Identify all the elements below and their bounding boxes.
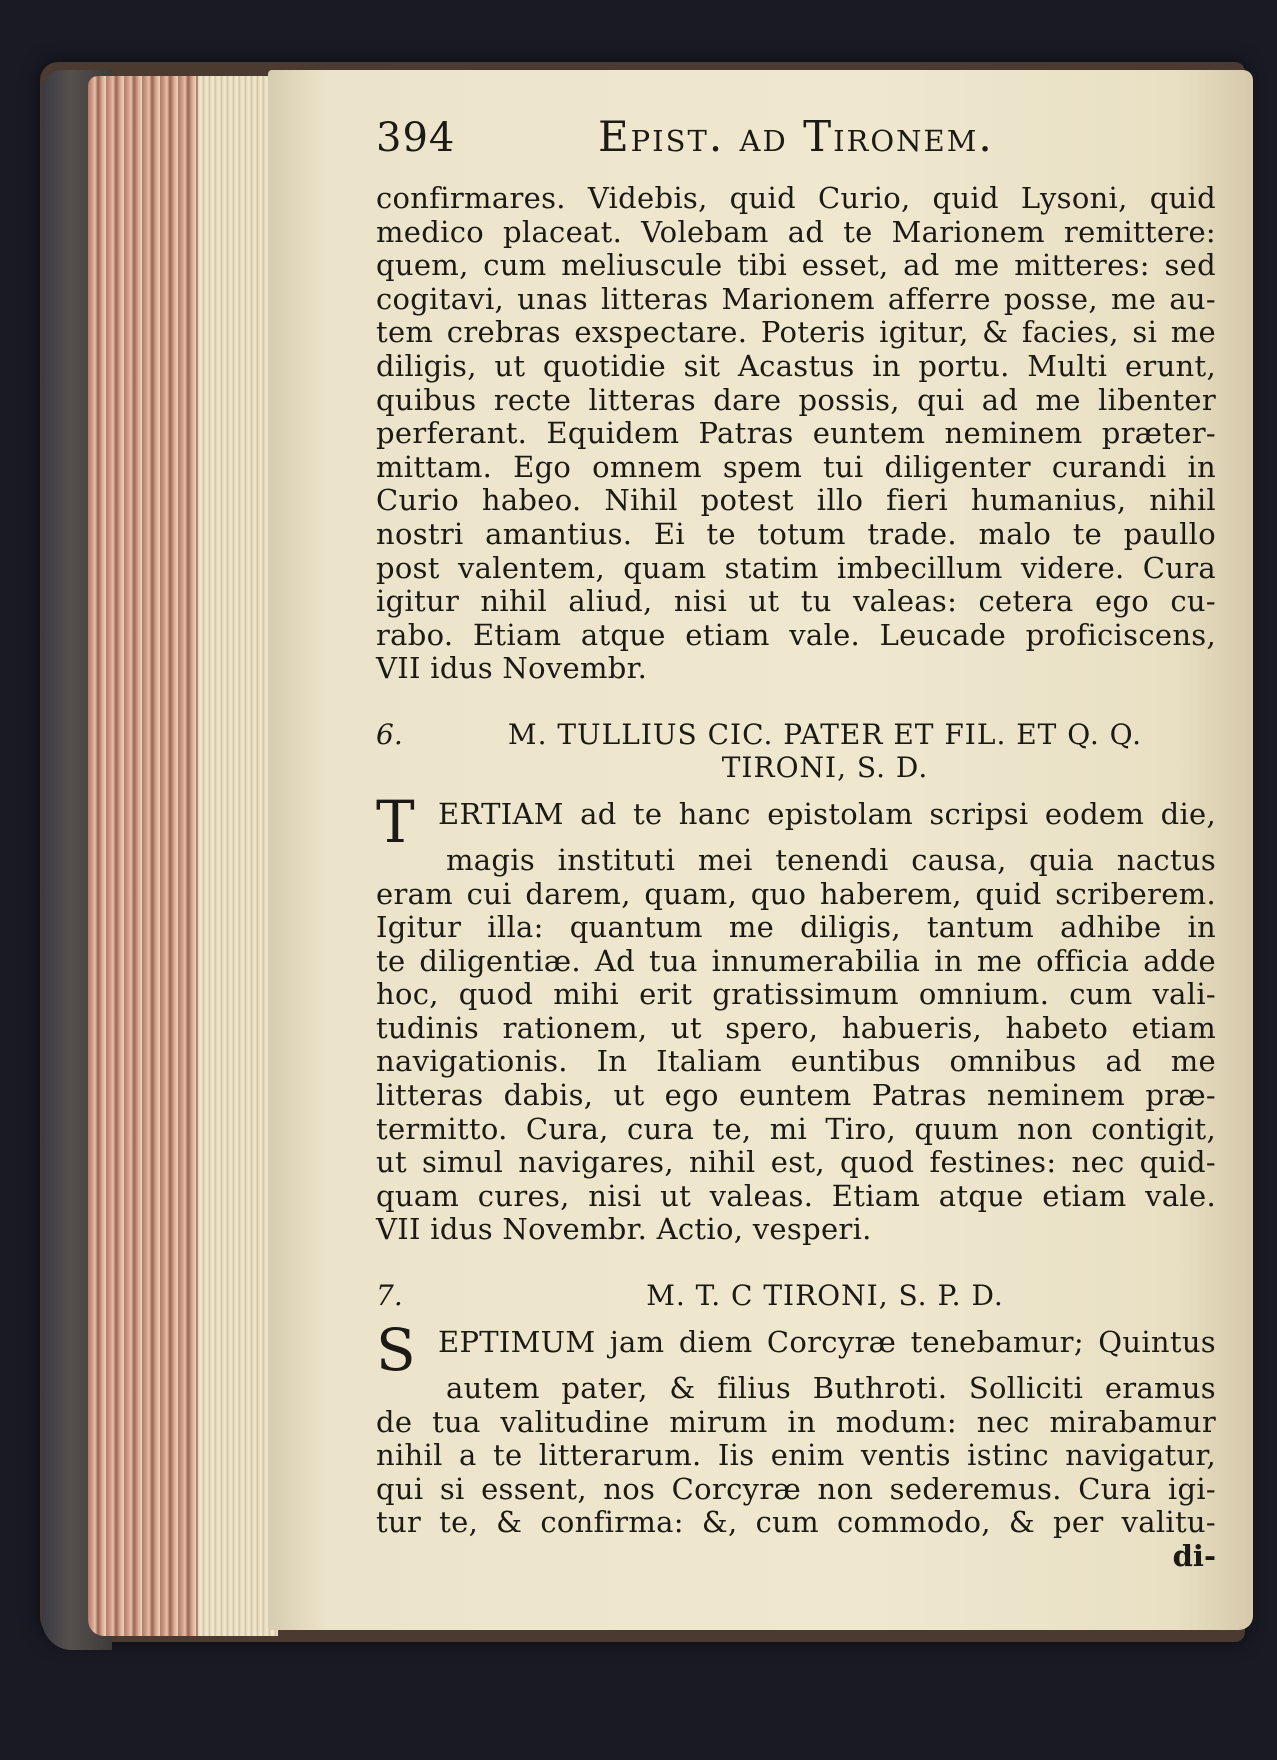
letter-number: 7. xyxy=(376,1279,403,1313)
text-line: quem, cum meliuscule tibi esset, ad me mitteres: sed xyxy=(376,248,1216,283)
first-line xyxy=(376,1316,1216,1385)
letter-body xyxy=(376,1316,1216,1574)
text-line: EPTIMUM jam diem Corcyræ tenebamur; Quintus xyxy=(438,1325,1216,1360)
drop-cap: S xyxy=(376,1316,416,1385)
text-line: autem pater, & filius Buthroti. Solliciti eramus xyxy=(446,1371,1216,1406)
running-head xyxy=(376,112,1216,182)
text-line: post valentem, quam statim imbecillum videre. Cura xyxy=(376,550,1216,585)
letter-heading-line: M. TULLIUS CIC. PATER ET FIL. ET Q. Q. xyxy=(507,717,1143,751)
text-line: quibus recte litteras dare possis, qui ad me libenter xyxy=(376,382,1216,417)
letter-number: 6. xyxy=(376,717,403,751)
letter-heading-line: TIRONI, S. D. xyxy=(721,750,929,784)
text-line: te diligentiæ. Ad tua innumerabilia in me officia adde xyxy=(376,943,1216,978)
drop-cap: T xyxy=(376,787,415,856)
text-line: tur te, & confirma: &, cum commodo, & per valitu- xyxy=(376,1505,1216,1540)
text-line: quam cures, nisi ut valeas. Etiam atque etiam vale. xyxy=(376,1178,1216,1213)
text-line: medico placeat. Volebam ad te Marionem remittere: xyxy=(376,214,1216,249)
letter-5-continuation xyxy=(376,182,1216,686)
catchword: di- xyxy=(1172,1539,1216,1573)
text-line: VII idus Novembr. xyxy=(376,651,648,686)
text-line: Igitur illa: quantum me diligis, tantum adhibe in xyxy=(376,910,1216,945)
text-line: nihil a te litterarum. Iis enim ventis istinc navigatur, xyxy=(376,1438,1216,1473)
page-edges xyxy=(88,76,278,1636)
text-line: mittam. Ego omnem spem tui diligenter curandi in xyxy=(376,449,1216,484)
text-line: confirmares. Videbis, quid Curio, quid Lysoni, quid xyxy=(376,181,1216,215)
text-line: diligis, ut quotidie sit Acastus in portu. Multi erunt, xyxy=(376,348,1216,383)
text-line: tudinis rationem, ut spero, habueris, habeto etiam xyxy=(376,1010,1216,1045)
text-line: qui si essent, nos Corcyræ non sederemus. Cura igi- xyxy=(376,1471,1216,1506)
text-line: hoc, quod mihi erit gratissimum omnium. cum vali- xyxy=(376,977,1216,1012)
text-line: ERTIAM ad te hanc epistolam scripsi eodem die, xyxy=(438,796,1216,831)
text-line: litteras dabis, ut ego euntem Patras neminem præ- xyxy=(376,1078,1216,1113)
running-title: Epist. ad Tironem. xyxy=(598,112,994,161)
text-line: navigationis. In Italiam euntibus omnibus ad me xyxy=(376,1044,1216,1079)
text-line: perferant. Equidem Patras euntem neminem præter- xyxy=(376,416,1216,451)
text-line: tem crebras exspectare. Poteris igitur, & facies, si me xyxy=(376,315,1216,350)
text-line: de tua valitudine mirum in modum: nec mirabamur xyxy=(376,1404,1216,1439)
text-line: ut simul navigares, nihil est, quod festines: nec quid- xyxy=(376,1145,1216,1180)
letter-body xyxy=(376,787,1216,1247)
text-line: magis instituti mei tenendi causa, quia nactus xyxy=(446,842,1216,877)
letter-heading-line: M. T. C TIRONI, S. P. D. xyxy=(646,1279,1004,1313)
text-line: cogitavi, unas litteras Marionem afferre posse, me au- xyxy=(376,281,1216,316)
text-line: eram cui darem, quam, quo haberem, quid scriberem. xyxy=(376,876,1216,911)
text-line: termitto. Cura, cura te, mi Tiro, quum non contigit, xyxy=(376,1111,1216,1146)
page-text xyxy=(376,112,1216,1574)
first-line xyxy=(376,787,1216,856)
letter-heading xyxy=(376,718,1216,751)
letter-6 xyxy=(376,718,1216,1247)
text-line: Curio habeo. Nihil potest illo fieri humanius, nihil xyxy=(376,483,1216,518)
text-line: nostri amantius. Ei te totum trade. malo te paullo xyxy=(376,516,1216,551)
text-line: rabo. Etiam atque etiam vale. Leucade proficiscens, xyxy=(376,617,1216,652)
letter-heading xyxy=(376,1279,1216,1312)
letter-7 xyxy=(376,1279,1216,1574)
text-line: VII idus Novembr. Actio, vesperi. xyxy=(376,1212,872,1247)
page-number: 394 xyxy=(376,115,456,161)
text-line: igitur nihil aliud, nisi ut tu valeas: cetera ego cu- xyxy=(376,584,1216,619)
